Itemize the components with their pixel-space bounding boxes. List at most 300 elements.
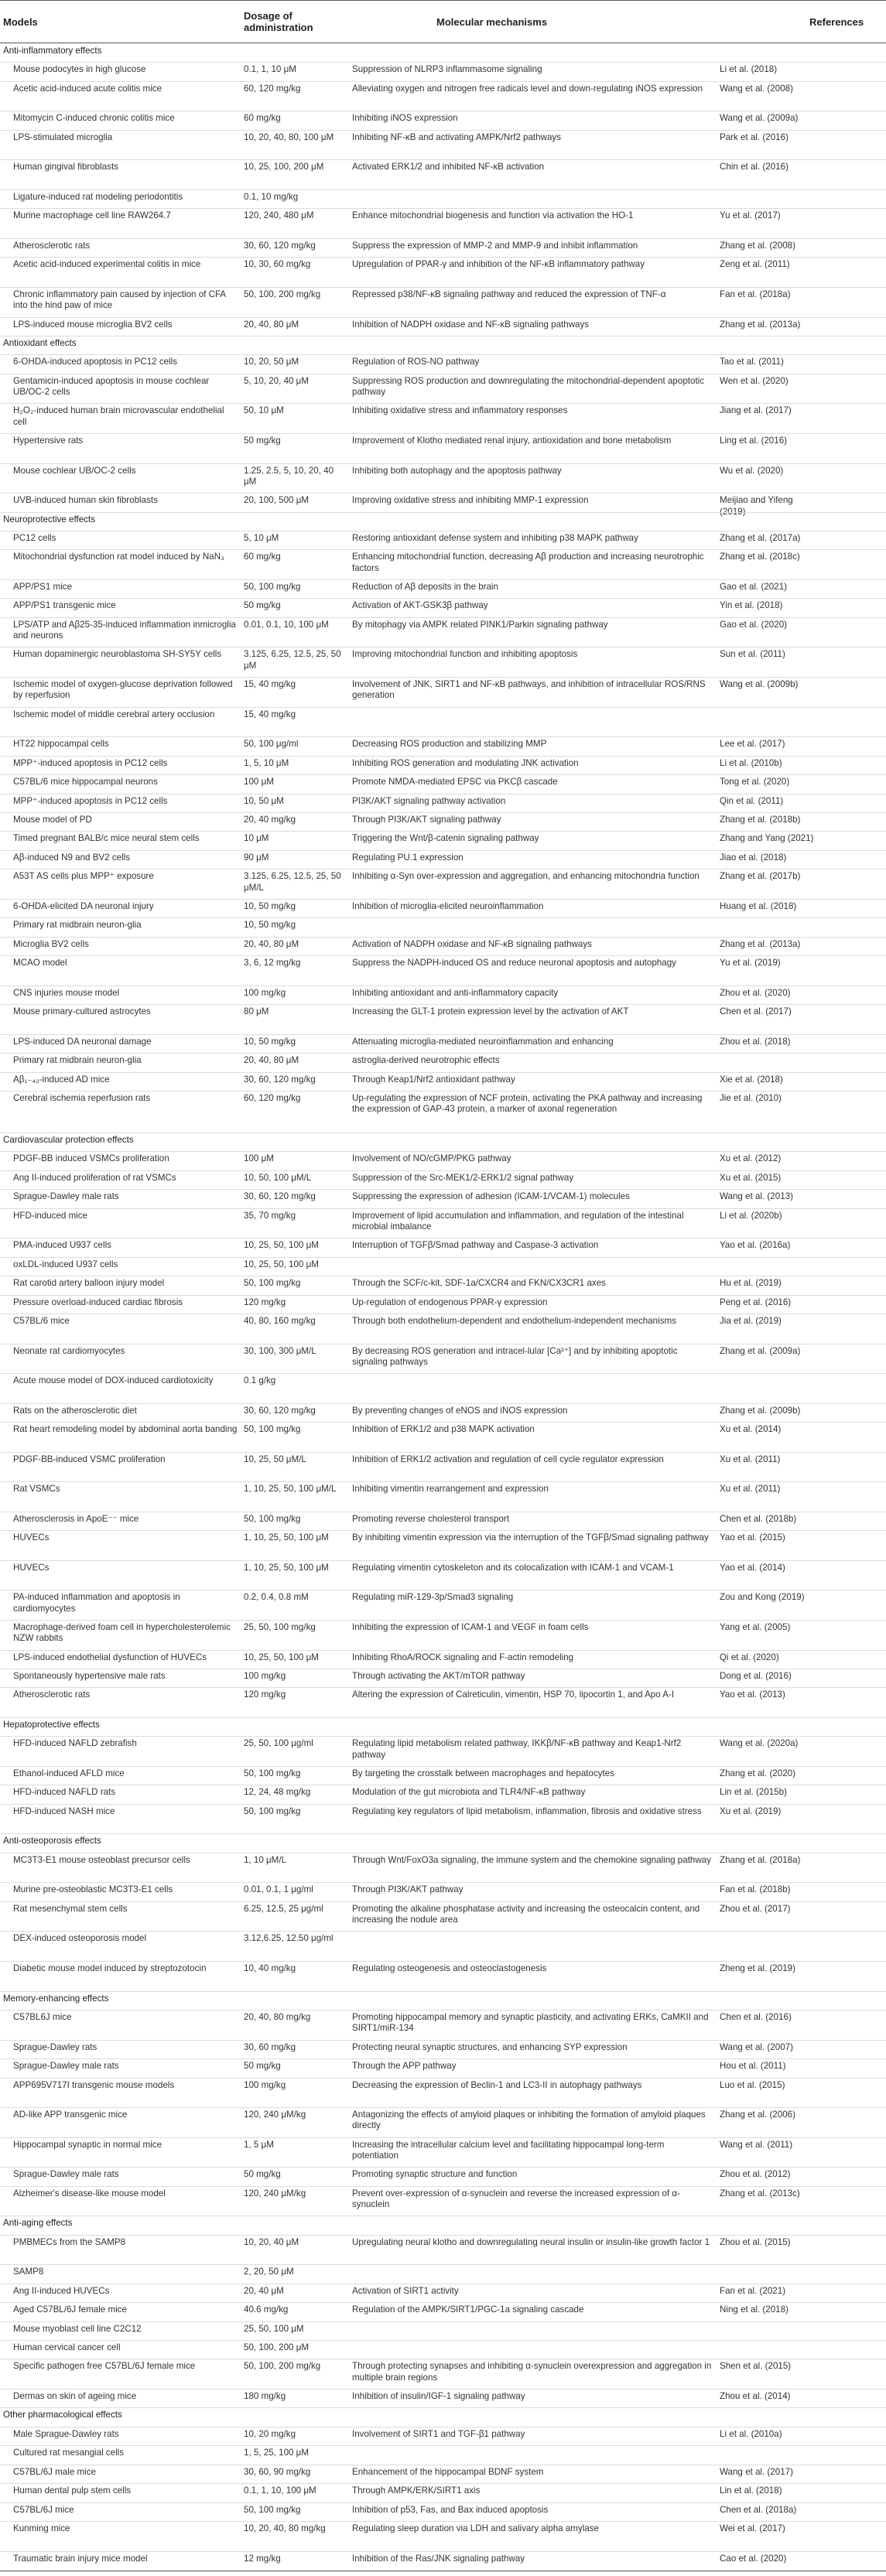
reference-cell: Xu et al. (2011) xyxy=(720,1454,781,1464)
mechanism-cell: Regulation of ROS-NO pathway xyxy=(352,357,480,367)
dosage-cell: 2, 20, 50 μM xyxy=(244,2267,294,2277)
row-divider xyxy=(0,2058,886,2059)
dosage-cell: 20, 40, 80 μM xyxy=(244,938,299,949)
mechanism-cell: Involvement of NO/cGMP/PKG pathway xyxy=(352,1153,511,1164)
dosage-cell: 50 mg/kg xyxy=(244,2061,281,2072)
reference-cell: Hou et al. (2011) xyxy=(720,2061,786,2072)
mechanism-cell: Increasing the GLT-1 protein expression level by the activation of AKT xyxy=(352,1006,629,1017)
mechanism-cell: Reduction of Aβ deposits in the brain xyxy=(352,582,499,593)
table-row xyxy=(0,2188,886,2219)
model-cell: Neonate rat cardiomyocytes xyxy=(13,1345,125,1356)
mechanism-cell: Increasing the intracellular calcium level and facilitating hippocampal long-term potentiation xyxy=(352,2139,665,2161)
reference-cell: Yu et al. (2017) xyxy=(720,210,781,221)
model-cell: 6-OHDA-induced apoptosis in PC12 cells xyxy=(13,357,178,367)
model-cell: Diabetic mouse model induced by streptozotocin xyxy=(13,1963,207,1974)
row-divider xyxy=(0,354,886,355)
reference-cell: Meijiao and Yifeng (2019) xyxy=(720,495,793,517)
model-cell: PA-induced inflammation and apoptosis in cardiomyocytes xyxy=(13,1592,180,1614)
mechanism-cell: Inhibiting NF-κB and activating AMPK/Nrf2 pathways xyxy=(352,132,562,142)
dosage-cell: 3.125, 6.25, 12.5, 25, 50 μM xyxy=(244,649,341,671)
reference-cell: Jie et al. (2010) xyxy=(720,1092,782,1103)
mechanism-cell: Up-regulating the expression of NCF protein, activating the PKA pathway and increasing the expression of GAP-43 protein, a marker of axonal regeneration xyxy=(352,1092,703,1115)
model-cell: C57BL/6 mice hippocampal neurons xyxy=(13,777,158,787)
model-cell: H₂O₂-induced human brain microvascular endothelial cell xyxy=(13,405,224,427)
mechanism-cell: Improving oxidative stress and inhibiting MMP-1 expression xyxy=(352,495,589,506)
row-divider xyxy=(0,1833,886,1834)
model-cell: MCAO model xyxy=(13,958,67,969)
model-cell: Acetic acid-induced experimental colitis in mice xyxy=(13,259,201,270)
dosage-cell: 10, 25, 50, 100 μM xyxy=(244,1259,319,1269)
table-row xyxy=(0,1484,886,1514)
mechanism-cell: Promote NMDA-mediated EPSC via PKCβ cascade xyxy=(352,777,558,787)
row-divider xyxy=(0,1403,886,1404)
header-models: Models xyxy=(3,16,38,28)
row-divider xyxy=(0,493,886,494)
dosage-cell: 1, 5, 25, 100 μM xyxy=(244,2448,310,2458)
mechanism-cell: Through AMPK/ERK/SIRT1 axis xyxy=(352,2485,481,2496)
row-divider xyxy=(0,1072,886,1073)
table-row xyxy=(0,871,886,901)
table-row xyxy=(0,1006,886,1037)
mechanism-cell: Enhance mitochondrial biogenesis and function via activation the HO-1 xyxy=(352,210,634,221)
mechanism-cell: By targeting the crosstalk between macrophages and hepatocytes xyxy=(352,1768,614,1779)
mechanism-cell: Inhibiting both autophagy and the apoptosis pathway xyxy=(352,465,562,476)
model-cell: MPP⁺-induced apoptosis in PC12 cells xyxy=(13,795,168,806)
mechanism-cell: Improvement of Klotho mediated renal injury, antioxidation and bone metabolism xyxy=(352,436,672,446)
row-divider xyxy=(0,850,886,851)
mechanism-cell: Inhibition of p53, Fas, and Bax induced apoptosis xyxy=(352,2504,549,2515)
row-divider xyxy=(0,1687,886,1688)
mechanism-cell: Involvement of JNK, SIRT1 and NF-κB pathways, and inhibition of intracellular ROS/RNS generation xyxy=(352,679,706,701)
row-divider xyxy=(0,2167,886,2168)
row-divider xyxy=(0,1620,886,1621)
dosage-cell: 1, 10, 25, 50, 100 μM xyxy=(244,1532,329,1543)
row-divider xyxy=(0,2010,886,2011)
dosage-cell: 3, 6, 12 mg/kg xyxy=(244,958,301,969)
mechanism-cell: Involvement of SIRT1 and TGF-β1 pathway xyxy=(352,2428,525,2439)
dosage-cell: 120, 240 μM/kg xyxy=(244,2110,306,2120)
reference-cell: Huang et al. (2018) xyxy=(720,900,797,911)
reference-cell: Zhang et al. (2017b) xyxy=(720,871,801,882)
model-cell: HFD-induced mice xyxy=(13,1210,87,1221)
reference-cell: Ning et al. (2018) xyxy=(720,2304,789,2315)
dosage-cell: 15, 40 mg/kg xyxy=(244,709,296,719)
table-row xyxy=(0,162,886,192)
dosage-cell: 100 μM xyxy=(244,777,274,787)
reference-cell: Chen et al. (2018a) xyxy=(720,2504,797,2515)
dosage-cell: 0.1 g/kg xyxy=(244,1375,276,1386)
dosage-cell: 100 mg/kg xyxy=(244,987,286,998)
reference-cell: Lin et al. (2015b) xyxy=(720,1787,788,1798)
row-divider xyxy=(0,2340,886,2341)
row-divider xyxy=(0,1053,886,1054)
reference-cell: Yao et al. (2013) xyxy=(720,1689,785,1700)
row-divider xyxy=(0,677,886,678)
mechanism-cell: Modulation of the gut microbiota and TLR4/NF-κB pathway xyxy=(352,1787,586,1798)
table-row xyxy=(0,2237,886,2267)
model-cell: Traumatic brain injury mice model xyxy=(13,2553,148,2564)
mechanism-cell: Activation of AKT-GSK3β pathway xyxy=(352,600,488,611)
mechanism-cell: Activation of SIRT1 activity xyxy=(352,2285,459,2296)
dosage-cell: 6.25, 12.5, 25 μg/ml xyxy=(244,1903,323,1914)
dosage-cell: 40, 80, 160 mg/kg xyxy=(244,1316,316,1326)
dosage-cell: 30, 60, 120 mg/kg xyxy=(244,1074,316,1085)
table-row xyxy=(0,958,886,988)
dosage-cell: 10, 50 mg/kg xyxy=(244,1036,296,1047)
row-divider xyxy=(0,1804,886,1805)
mechanism-cell: Regulating vimentin cytoskeleton and its colocalization with ICAM-1 and VCAM-1 xyxy=(352,1562,674,1573)
dosage-cell: 12, 24, 48 mg/kg xyxy=(244,1787,311,1798)
table-row xyxy=(0,1806,886,1836)
dosage-cell: 1, 10 μM/L xyxy=(244,1854,287,1865)
row-divider xyxy=(0,1034,886,1035)
row-divider xyxy=(0,917,886,918)
mechanism-cell: Promoting the alkaline phosphatase activity and increasing the osteocalcin content, and increasing the nodule area xyxy=(352,1903,700,1925)
reference-cell: Yao et al. (2016a) xyxy=(720,1240,791,1251)
dosage-cell: 90 μM xyxy=(244,852,269,863)
model-cell: Human dopaminergic neuroblastoma SH-SY5Y cells xyxy=(13,649,222,660)
row-divider xyxy=(0,2235,886,2236)
dosage-cell: 0.01, 0.1, 1 μg/ml xyxy=(244,1884,313,1895)
reference-cell: Gao et al. (2021) xyxy=(720,582,788,593)
model-cell: Cultured rat mesangial cells xyxy=(13,2448,125,2458)
reference-cell: Wu et al. (2020) xyxy=(720,465,784,476)
model-cell: Rat mesenchymal stem cells xyxy=(13,1903,128,1914)
reference-cell: Zhou et al. (2017) xyxy=(720,1903,791,1914)
model-cell: Hippocampal synaptic in normal mice xyxy=(13,2139,162,2150)
dosage-cell: 50, 100 mg/kg xyxy=(244,1424,301,1435)
mechanism-cell: Regulating osteogenesis and osteoclastogenesis xyxy=(352,1963,547,1974)
model-cell: A53T AS cells plus MPP⁺ exposure xyxy=(13,871,154,882)
model-cell: SAMP8 xyxy=(13,2267,44,2277)
reference-cell: Yao et al. (2014) xyxy=(720,1562,785,1573)
dosage-cell: 5, 10 μM xyxy=(244,533,279,544)
dosage-cell: 60 mg/kg xyxy=(244,113,281,124)
row-divider xyxy=(0,2521,886,2522)
model-cell: PMBMECs from the SAMP8 xyxy=(13,2236,125,2247)
dosage-cell: 20, 40, 80 μM xyxy=(244,1055,299,1066)
table-row xyxy=(0,1375,886,1406)
dosage-cell: 10, 20, 40 μM xyxy=(244,2236,299,2247)
row-divider xyxy=(0,1717,886,1718)
table-row xyxy=(0,1424,886,1454)
model-cell: PMA-induced U937 cells xyxy=(13,1240,111,1251)
model-cell: Mouse primary-cultured astrocytes xyxy=(13,1006,151,1017)
model-cell: Rat heart remodeling model by abdominal aorta banding xyxy=(13,1424,238,1435)
reference-cell: Jiang et al. (2017) xyxy=(720,405,792,416)
model-cell: LPS-induced DA neuronal damage xyxy=(13,1036,152,1047)
model-cell: HFD-induced NAFLD rats xyxy=(13,1787,116,1798)
row-divider xyxy=(0,2302,886,2303)
dosage-cell: 35, 70 mg/kg xyxy=(244,1210,296,1221)
row-divider xyxy=(0,317,886,318)
mechanism-cell: Improving mitochondrial function and inhibiting apoptosis xyxy=(352,649,578,660)
row-divider xyxy=(0,1189,886,1190)
table-row xyxy=(0,1211,886,1241)
dosage-cell: 120, 240, 480 μM xyxy=(244,210,314,221)
dosage-cell: 50, 100, 200 mg/kg xyxy=(244,2361,321,2372)
dosage-cell: 60, 120 mg/kg xyxy=(244,1092,301,1103)
dosage-cell: 30, 60 mg/kg xyxy=(244,2041,296,2052)
reference-cell: Yao et al. (2015) xyxy=(720,1532,785,1543)
reference-cell: Zhang et al. (2018a) xyxy=(720,1854,801,1865)
row-divider xyxy=(0,1295,886,1296)
mechanism-cell: Prevent over-expression of α-synuclein and reverse the increased expression of α-synuclein xyxy=(352,2188,680,2210)
section-title: Memory-enhancing effects xyxy=(3,1993,109,2004)
reference-cell: Xu et al. (2011) xyxy=(720,1484,781,1495)
model-cell: Primary rat midbrain neuron-glia xyxy=(13,920,142,931)
reference-cell: Zhang et al. (2008) xyxy=(720,241,795,251)
mechanism-cell: Upregulating neural klotho and downregulating neural insulin or insulin-like growth factor 1 xyxy=(352,2236,710,2247)
model-cell: Mitochondrial dysfunction rat model induced by NaN₃ xyxy=(13,552,224,562)
reference-cell: Qin et al. (2011) xyxy=(720,795,784,806)
section-title: Other pharmacological effects xyxy=(3,2410,122,2421)
dosage-cell: 5, 10, 20, 40 μM xyxy=(244,375,310,386)
model-cell: Hypertensive rats xyxy=(13,436,84,446)
model-cell: Spontaneously hypertensive male rats xyxy=(13,1671,166,1682)
reference-cell: Zhang et al. (2006) xyxy=(720,2110,795,2120)
row-divider xyxy=(0,336,886,337)
model-cell: Mouse podocytes in high glucose xyxy=(13,64,146,75)
mechanism-cell: Suppression of NLRP3 inflammasome signaling xyxy=(352,64,542,75)
mechanism-cell: Enhancement of the hippocampal BDNF system xyxy=(352,2466,544,2477)
table-row xyxy=(0,2110,886,2140)
table-row xyxy=(0,2140,886,2170)
table-row xyxy=(0,2080,886,2110)
reference-cell: Tong et al. (2020) xyxy=(720,777,790,787)
model-cell: Dermas on skin of ageing mice xyxy=(13,2390,137,2401)
row-divider xyxy=(0,1208,886,1209)
mechanism-cell: Inhibiting antioxidant and anti-inflammatory capacity xyxy=(352,987,559,998)
model-cell: Human cervical cancer cell xyxy=(13,2342,121,2352)
mechanism-cell: Altering the expression of Calreticulin, vimentin, HSP 70, lipocortin 1, and Apo A-I xyxy=(352,1689,675,1700)
section-title: Anti-osteoporosis effects xyxy=(3,1836,101,1847)
reference-cell: Fan et al. (2021) xyxy=(720,2285,786,2296)
dosage-cell: 10, 50, 100 μM/L xyxy=(244,1172,312,1183)
mechanism-cell: Repressed p38/NF-κB signaling pathway and reduced the expression of TNF-α xyxy=(352,289,666,300)
dosage-cell: 50, 100 mg/kg xyxy=(244,1513,301,1524)
mechanism-cell: Protecting neural synaptic structures, and enhancing SYP expression xyxy=(352,2041,628,2052)
reference-cell: Zhang et al. (2013c) xyxy=(720,2188,800,2198)
reference-cell: Peng et al. (2016) xyxy=(720,1297,792,1307)
dosage-cell: 20, 100, 500 μM xyxy=(244,495,310,506)
reference-cell: Yu et al. (2019) xyxy=(720,958,781,969)
reference-cell: Ling et al. (2016) xyxy=(720,436,788,446)
dosage-cell: 15, 40 mg/kg xyxy=(244,679,296,690)
row-divider xyxy=(0,1170,886,1171)
dosage-cell: 10, 50 mg/kg xyxy=(244,900,296,911)
mechanism-cell: Through PI3K/AKT pathway xyxy=(352,1884,464,1895)
model-cell: Mouse cochlear UB/OC-2 cells xyxy=(13,465,136,476)
dosage-cell: 25, 50, 100 μM xyxy=(244,2323,304,2334)
table-row xyxy=(0,1563,886,1593)
model-cell: Sprague-Dawley rats xyxy=(13,2041,97,2052)
model-cell: AD-like APP transgenic mice xyxy=(13,2110,128,2120)
mechanism-cell: Through both endothelium-dependent and endothelium-independent mechanisms xyxy=(352,1316,676,1326)
row-divider xyxy=(0,1560,886,1561)
mechanism-cell: Interruption of TGFβ/Smad pathway and Caspase-3 activation xyxy=(352,1240,599,1251)
reference-cell: Zhang et al. (2013a) xyxy=(720,319,801,330)
model-cell: Ethanol-induced AFLD mice xyxy=(13,1768,125,1779)
dosage-cell: 50, 100 mg/kg xyxy=(244,1768,301,1779)
section-title: Hepatoprotective effects xyxy=(3,1720,100,1730)
mechanism-cell: Inhibition of NADPH oxidase and NF-κB signaling pathways xyxy=(352,319,590,330)
mechanism-cell: Suppressing ROS production and downregulating the mitochondrial-dependent apoptotic pathway xyxy=(352,375,705,398)
table-row xyxy=(0,1532,886,1563)
reference-cell: Wei et al. (2017) xyxy=(720,2523,785,2533)
dosage-cell: 10, 20, 40, 80, 100 μM xyxy=(244,132,334,142)
model-cell: LPS/ATP and Aβ25-35-induced inflammation inmicroglia and neurons xyxy=(13,619,236,641)
row-divider xyxy=(0,2186,886,2187)
row-divider xyxy=(0,1422,886,1423)
table-row xyxy=(0,1738,886,1768)
model-cell: Aged C57BL/6J female mice xyxy=(13,2304,127,2315)
dosage-cell: 50, 100 mg/kg xyxy=(244,1806,301,1816)
model-cell: UVB-induced human skin fibroblasts xyxy=(13,495,158,506)
mechanism-cell: Through activating the AKT/mTOR pathway xyxy=(352,1671,525,1682)
row-divider xyxy=(0,2407,886,2408)
row-divider xyxy=(0,1736,886,1737)
dosage-cell: 120, 240 μM/kg xyxy=(244,2188,306,2198)
dosage-cell: 12 mg/kg xyxy=(244,2553,281,2564)
row-divider xyxy=(0,598,886,599)
table-row xyxy=(0,210,886,241)
dosage-cell: 10, 25, 50, 100 μM xyxy=(244,1240,319,1251)
row-divider xyxy=(0,2321,886,2322)
model-cell: Human dental pulp stem cells xyxy=(13,2485,132,2496)
model-cell: Ligature-induced rat modeling periodontitis xyxy=(13,192,183,203)
row-divider xyxy=(0,1481,886,1482)
table-header xyxy=(0,0,886,43)
row-divider xyxy=(0,899,886,900)
mechanism-cell: Attenuating microglia-mediated neuroinflammation and enhancing xyxy=(352,1036,614,1047)
model-cell: Macrophage-derived foam cell in hypercholesterolemic NZW rabbits xyxy=(13,1622,231,1644)
table-row xyxy=(0,552,886,582)
row-divider xyxy=(0,955,886,956)
dosage-cell: 20, 40, 80 mg/kg xyxy=(244,2012,311,2023)
row-divider xyxy=(0,756,886,757)
model-cell: Pressure overload-induced cardiac fibrosis xyxy=(13,1297,183,1307)
model-cell: Ang II-induced proliferation of rat VSMCs xyxy=(13,1172,176,1183)
model-cell: Atherosclerotic rats xyxy=(13,241,91,251)
row-divider xyxy=(0,1151,886,1152)
mechanism-cell: Inhibiting RhoA/ROCK signaling and F-actin remodeling xyxy=(352,1652,574,1662)
dosage-cell: 60 mg/kg xyxy=(244,552,281,562)
model-cell: PC12 cells xyxy=(13,533,56,544)
mechanism-cell: Suppression of the Src-MEK1/2-ERK1/2 signal pathway xyxy=(352,1172,574,1183)
model-cell: Microglia BV2 cells xyxy=(13,938,89,949)
table-row xyxy=(0,1622,886,1652)
dosage-cell: 0.1, 1, 10, 100 μM xyxy=(244,2485,316,2496)
dosage-cell: 10, 20, 40, 80 mg/kg xyxy=(244,2523,326,2533)
dosage-cell: 50 mg/kg xyxy=(244,600,281,611)
model-cell: DEX-induced osteoporosis model xyxy=(13,1933,147,1944)
model-cell: Rats on the atherosclerotic diet xyxy=(13,1405,137,1416)
mechanism-cell: By mitophagy via AMPK related PINK1/Parkin signaling pathway xyxy=(352,619,608,630)
dosage-cell: 10, 50 μM xyxy=(244,795,284,806)
table-row xyxy=(0,2361,886,2391)
reference-cell: Zhou et al. (2015) xyxy=(720,2236,791,2247)
reference-cell: Xu et al. (2019) xyxy=(720,1806,782,1816)
row-divider xyxy=(0,831,886,832)
dosage-cell: 10, 40 mg/kg xyxy=(244,1963,296,1974)
dosage-cell: 3.125, 6.25, 12.5, 25, 50 μM/L xyxy=(244,871,341,893)
row-divider xyxy=(0,1991,886,1992)
model-cell: Chronic inflammatory pain caused by injection of CFA into the hind paw of mice xyxy=(13,289,226,311)
table-row xyxy=(0,466,886,496)
model-cell: C57BL/6J mice xyxy=(13,2504,74,2515)
row-divider xyxy=(0,707,886,708)
model-cell: Primary rat midbrain neuron-glia xyxy=(13,1055,142,1066)
model-cell: Rat carotid artery balloon injury model xyxy=(13,1278,165,1289)
table-row xyxy=(0,84,886,114)
reference-cell: Wang et al. (2013) xyxy=(720,1191,793,1202)
dosage-cell: 25, 50, 100 μg/ml xyxy=(244,1738,313,1749)
dosage-cell: 10, 30, 60 mg/kg xyxy=(244,259,311,270)
model-cell: Aβ₁₋₄₂-induced AD mice xyxy=(13,1074,110,1085)
mechanism-cell: Antagonizing the effects of amyloid plaques or inhibiting the formation of amyloid plaques directly xyxy=(352,2110,706,2131)
model-cell: Rat VSMCs xyxy=(13,1484,60,1495)
reference-cell: Zhang et al. (2009a) xyxy=(720,1345,801,1356)
table-row xyxy=(0,1933,886,1963)
model-cell: Acetic acid-induced acute colitis mice xyxy=(13,83,162,94)
dosage-cell: 20, 40 μM xyxy=(244,2285,284,2296)
dosage-cell: 10 μM xyxy=(244,833,269,844)
model-cell: MC3T3-E1 mouse osteoblast precursor cells xyxy=(13,1854,190,1865)
mechanism-cell: astroglia-derived neurotrophic effects xyxy=(352,1055,500,1066)
model-cell: APP/PS1 transgenic mice xyxy=(13,600,116,611)
mechanism-cell: Regulating key regulators of lipid metabolism, inflammation, fibrosis and oxidative stress xyxy=(352,1806,702,1816)
mechanism-cell: Inhibiting the expression of ICAM-1 and VEGF in foam cells xyxy=(352,1622,589,1633)
dosage-cell: 50 mg/kg xyxy=(244,436,281,446)
dosage-cell: 0.01, 0.1, 10, 100 μM xyxy=(244,619,329,630)
reference-cell: Yin et al. (2018) xyxy=(720,600,783,611)
mechanism-cell: Inhibiting α-Syn over-expression and aggregation, and enhancing mitochondria function xyxy=(352,871,700,882)
dosage-cell: 30, 60, 120 mg/kg xyxy=(244,241,316,251)
row-divider xyxy=(0,403,886,404)
row-divider xyxy=(0,579,886,580)
header-dosage: Dosage of administration xyxy=(244,10,313,33)
dosage-cell: 10, 25, 100, 200 μM xyxy=(244,162,324,173)
dosage-cell: 100 mg/kg xyxy=(244,2079,286,2090)
dosage-cell: 40.6 mg/kg xyxy=(244,2304,289,2315)
dosage-cell: 120 mg/kg xyxy=(244,1689,286,1700)
reference-cell: Tao et al. (2011) xyxy=(720,357,784,367)
row-divider xyxy=(0,81,886,82)
mechanism-cell: Regulating sleep duration via LDH and salivary alpha amylase xyxy=(352,2523,600,2533)
model-cell: Murine pre-osteoblastic MC3T3-E1 cells xyxy=(13,1884,173,1895)
row-divider xyxy=(0,1901,886,1902)
model-cell: CNS injuries mouse model xyxy=(13,987,120,998)
row-divider xyxy=(0,1766,886,1767)
model-cell: HFD-induced NASH mice xyxy=(13,1806,115,1816)
mechanism-cell: By inhibiting vimentin expression via the interruption of the TGFβ/Smad signaling pathway xyxy=(352,1532,709,1543)
section-title: Neuroprotective effects xyxy=(3,514,96,524)
model-cell: Mouse model of PD xyxy=(13,814,92,825)
reference-cell: Wang et al. (2008) xyxy=(720,83,793,94)
reference-cell: Wang et al. (2017) xyxy=(720,2466,793,2477)
reference-cell: Chen et al. (2017) xyxy=(720,1006,792,1017)
mechanism-cell: Triggering the Wnt/β-catenin signaling pathway xyxy=(352,833,539,844)
model-cell: Gentamicin-induced apoptosis in mouse cochlear UB/OC-2 cells xyxy=(13,375,210,398)
row-divider xyxy=(0,1650,886,1651)
reference-cell: Fan et al. (2018a) xyxy=(720,289,791,300)
reference-cell: Hu et al. (2019) xyxy=(720,1278,782,1289)
model-cell: Ang II-induced HUVECs xyxy=(13,2285,110,2296)
mechanism-cell: Inhibiting ROS generation and modulating JNK activation xyxy=(352,757,579,768)
table-row xyxy=(0,1454,886,1484)
model-cell: Human gingival fibroblasts xyxy=(13,162,118,173)
